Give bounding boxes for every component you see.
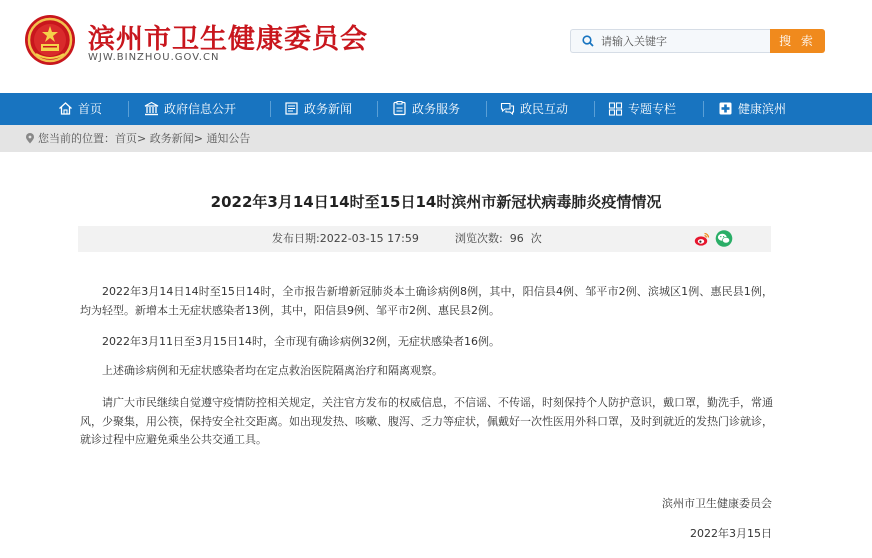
topic-icon: [608, 101, 623, 116]
wechat-share-icon[interactable]: [715, 230, 733, 247]
nav-item-label: 政民互动: [520, 102, 569, 116]
nav-divider: [270, 101, 271, 117]
government-building-icon: [144, 101, 159, 116]
article-paragraph: 2022年3月14日14时至15日14时，全市报告新增新冠肺炎本土确诊病例8例，其中，阳信县4例、邹平市2例、滨城区1例、惠民县1例，均为轻型。新增本土无症状感染者13例，其中，阳信县9例、邹平市2例、惠民县2例。: [80, 285, 773, 317]
nav-item-topics[interactable]: [608, 93, 688, 125]
nav-item-label: 政府信息公开: [164, 102, 237, 116]
article-meta-bar: [78, 226, 771, 252]
nav-divider: [128, 101, 129, 117]
publish-date: [272, 226, 419, 252]
home-icon: [58, 101, 73, 116]
nav-item-government-info[interactable]: [144, 93, 254, 125]
search-input[interactable]: [601, 33, 766, 49]
publish-label: 发布日期:: [272, 232, 320, 245]
main-nav: [0, 93, 872, 125]
nav-item-label: 政务新闻: [304, 102, 353, 116]
nav-item-news[interactable]: [284, 93, 364, 125]
site-header: [0, 0, 872, 93]
nav-item-label: 政务服务: [412, 102, 461, 116]
article-signature: 滨州市卫生健康委员会: [662, 497, 772, 510]
breadcrumb-prefix: 您当前的位置：: [38, 132, 115, 145]
breadcrumb-notices[interactable]: 通知公告: [206, 132, 251, 145]
breadcrumb-news[interactable]: 政务新闻: [149, 132, 194, 145]
breadcrumb: [0, 125, 872, 152]
publish-date-value: 2022-03-15 17:59: [319, 232, 419, 245]
views-label: 浏览次数:: [455, 232, 503, 245]
article-paragraph: 请广大市民继续自觉遵守疫情防控相关规定，关注官方发布的权威信息，不信谣、不传谣，时刻保持个人防护意识，戴口罩，勤洗手，常通风，少聚集，用公筷，保持安全社交距离。如出现发热、咳嗽、腹泻、乏力等症状，佩戴好一次性医用外科口罩，及时到就近的发热门诊就诊，就诊过程中应避免乘坐公共交通工具。: [80, 396, 773, 446]
nav-item-home[interactable]: [58, 93, 118, 125]
views-value: 96: [509, 232, 524, 245]
article-sign-date: 2022年3月15日: [690, 527, 772, 540]
nav-item-services[interactable]: [392, 93, 472, 125]
site-title[interactable]: 滨州市卫生健康委员会: [88, 24, 368, 55]
location-pin-icon: [25, 133, 35, 144]
breadcrumb-separator: >: [137, 132, 147, 145]
weibo-share-icon[interactable]: [694, 231, 710, 247]
nav-item-health[interactable]: [718, 93, 798, 125]
breadcrumb-trail: [38, 125, 250, 152]
article-paragraph: 2022年3月11日至3月15日14时，全市现有确诊病例32例，无症状感染者16例。: [102, 335, 500, 348]
nav-item-label: 健康滨州: [738, 102, 787, 116]
interaction-icon: [500, 101, 515, 116]
site-url: WJW.BINZHOU.GOV.CN: [88, 52, 220, 63]
nav-divider: [377, 101, 378, 117]
nav-divider: [486, 101, 487, 117]
national-emblem-logo[interactable]: [24, 14, 76, 66]
breadcrumb-separator: >: [193, 132, 203, 145]
breadcrumb-home[interactable]: 首页: [115, 132, 137, 145]
views-unit: 次: [530, 232, 542, 245]
nav-divider: [703, 101, 704, 117]
view-count: [455, 226, 542, 252]
nav-item-label: 专题专栏: [628, 102, 677, 116]
nav-item-label: 首页: [78, 102, 103, 116]
search-button[interactable]: 搜 索: [770, 29, 825, 53]
news-icon: [284, 101, 299, 116]
article-title: 2022年3月14日14时至15日14时滨州市新冠状病毒肺炎疫情情况: [210, 193, 662, 211]
nav-divider: [594, 101, 595, 117]
article-paragraph: 上述确诊病例和无症状感染者均在定点救治医院隔离治疗和隔离观察。: [102, 364, 443, 377]
search-box: [570, 29, 770, 53]
health-icon: [718, 101, 733, 116]
nav-item-interaction[interactable]: [500, 93, 580, 125]
service-icon: [392, 101, 407, 116]
search-icon: [582, 35, 594, 47]
